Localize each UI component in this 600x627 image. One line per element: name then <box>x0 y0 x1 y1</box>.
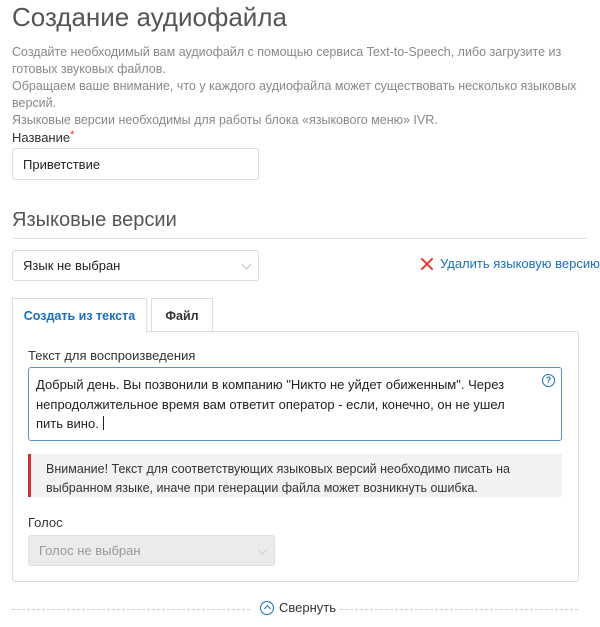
tab-create-from-text[interactable]: Создать из текста <box>12 298 147 333</box>
delete-language-version-label: Удалить языковую версию <box>440 256 600 271</box>
language-select-value: Язык не выбран <box>23 258 121 273</box>
language-versions-title: Языковые версии <box>12 209 177 231</box>
language-select[interactable] <box>12 250 259 281</box>
intro-text <box>12 44 592 129</box>
name-input[interactable] <box>12 148 259 180</box>
intro-line-2: Обращаем ваше внимание, что у каждого аудиофайла может существовать несколько языковых версий. <box>12 79 577 110</box>
text-input[interactable] <box>28 367 562 441</box>
intro-line-1: Создайте необходимый вам аудиофайл с помощью сервиса Text-to-Speech, либо загрузите из готовых звуковых файлов. <box>12 45 562 76</box>
collapse-divider-left <box>12 609 250 610</box>
chevron-down-icon <box>258 544 268 554</box>
warning-message: Внимание! Текст для соответствующих языковых версий необходимо писать на выбранном языке, иначе при генерации файла может возникнуть ошибка. <box>28 454 562 497</box>
help-icon[interactable]: ? <box>542 374 555 387</box>
tab-file[interactable]: Файл <box>151 298 213 332</box>
required-mark: * <box>70 129 75 141</box>
text-input-value: Добрый день. Вы позвонили в компанию "Никто не уйдет обиженным". Через непродолжительное время вам ответит оператор - если, конечно, он не ушел пить вино. <box>36 377 505 431</box>
text-field-label: Текст для воспроизведения <box>28 348 196 363</box>
voice-label: Голос <box>28 515 63 530</box>
chevron-up-circle-icon <box>260 601 274 615</box>
close-icon <box>420 257 434 271</box>
collapse-button[interactable] <box>260 600 336 615</box>
collapse-label: Свернуть <box>279 600 337 615</box>
intro-line-3: Языковые версии необходимы для работы блока «языкового меню» IVR. <box>12 113 438 127</box>
name-field-label <box>12 129 74 145</box>
section-divider <box>12 238 588 239</box>
delete-language-version-link[interactable] <box>420 256 600 271</box>
page-title: Создание аудиофайла <box>12 2 287 32</box>
chevron-down-icon <box>242 259 252 269</box>
voice-select-value: Голос не выбран <box>39 543 141 558</box>
voice-select[interactable] <box>28 535 275 566</box>
text-caret <box>103 416 104 430</box>
name-label-text: Название <box>12 130 71 145</box>
collapse-divider-right <box>340 609 578 610</box>
